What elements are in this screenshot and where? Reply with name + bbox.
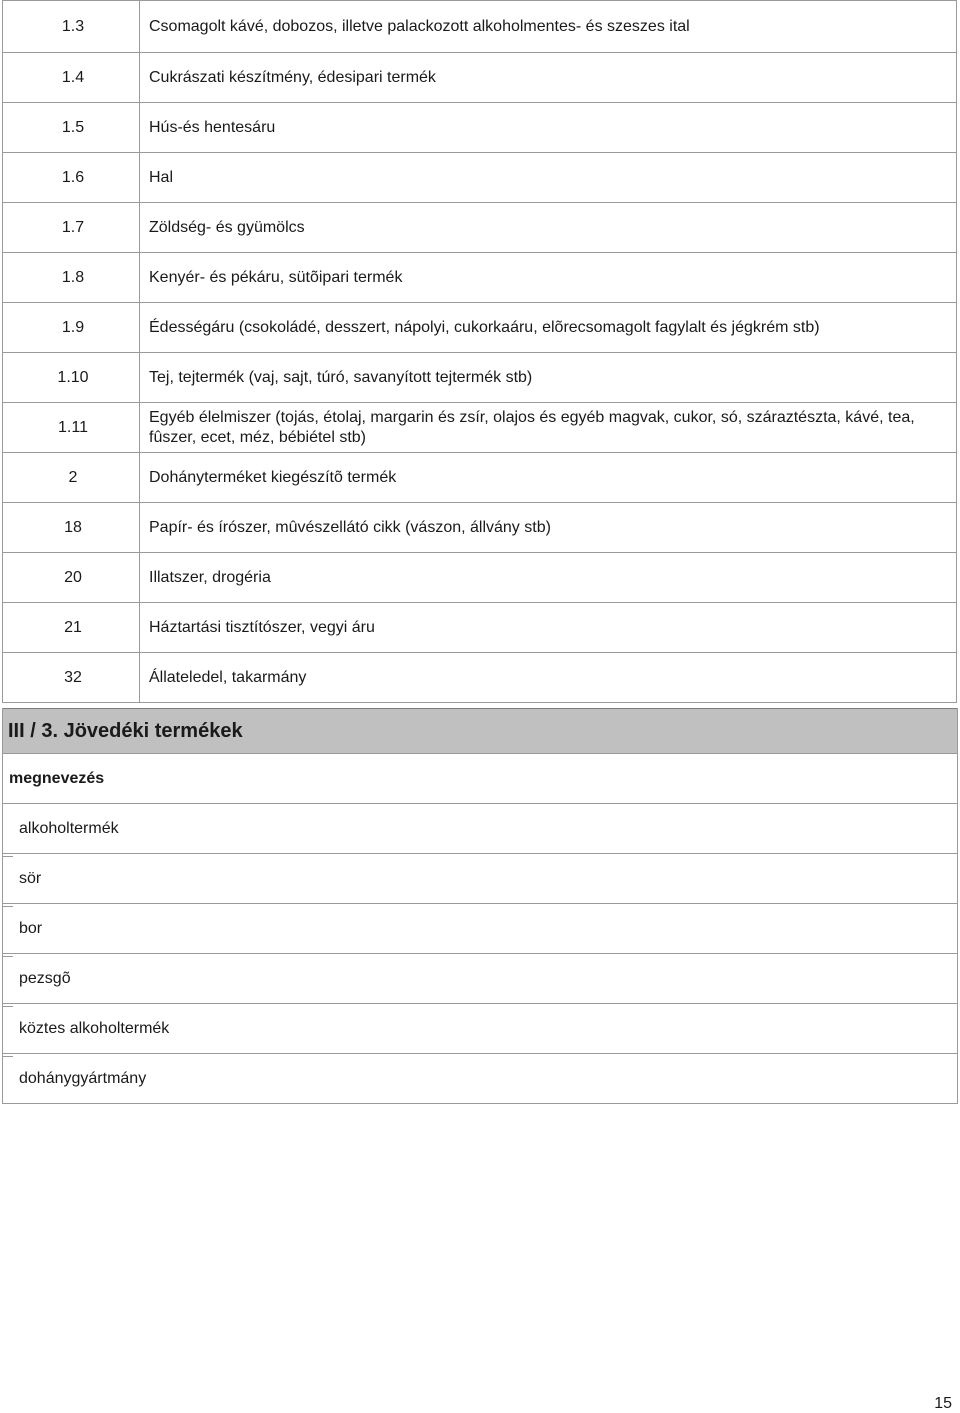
category-number: 1.8	[3, 253, 140, 302]
category-text: Kenyér- és pékáru, sütõipari termék	[149, 268, 403, 286]
table-row	[3, 103, 956, 153]
category-text: Egyéb élelmiszer (tojás, étolaj, margarin és zsír, olajos és egyéb magvak, cukor, só, száraztészta, kávé, tea, fûszer, ecet, méz, bébiétel stb)	[149, 408, 915, 446]
table-row	[3, 553, 956, 603]
table-row	[3, 0, 956, 53]
row-marker	[3, 1006, 13, 1007]
category-text: Háztartási tisztítószer, vegyi áru	[149, 618, 375, 636]
list-item	[3, 804, 957, 854]
category-number: 2	[3, 453, 140, 502]
category-number: 1.11	[3, 403, 140, 452]
category-number: 1.5	[3, 103, 140, 152]
product-category-table	[2, 0, 957, 703]
category-text: Papír- és írószer, mûvészellátó cikk (vászon, állvány stb)	[149, 518, 551, 536]
category-text: Hús-és hentesáru	[149, 118, 276, 136]
category-number: 1.9	[3, 303, 140, 352]
item-label: bor	[19, 919, 43, 937]
category-text: Tej, tejtermék (vaj, sajt, túró, savanyított tejtermék stb)	[149, 368, 533, 386]
category-text: Illatszer, drogéria	[149, 568, 271, 586]
list-item	[3, 1004, 957, 1054]
table-row	[3, 403, 956, 453]
table-row	[3, 153, 956, 203]
category-number: 20	[3, 553, 140, 602]
table-row	[3, 203, 956, 253]
category-number: 1.3	[3, 1, 140, 52]
category-number: 18	[3, 503, 140, 552]
row-marker	[3, 906, 13, 907]
category-text: Zöldség- és gyümölcs	[149, 218, 305, 236]
category-text: Hal	[149, 168, 174, 186]
item-label: alkoholtermék	[19, 819, 119, 837]
table-row	[3, 603, 956, 653]
row-marker	[3, 956, 13, 957]
item-label: köztes alkoholtermék	[19, 1019, 170, 1037]
table-row	[3, 653, 956, 703]
table-row	[3, 353, 956, 403]
category-number: 1.4	[3, 53, 140, 102]
list-item	[3, 1054, 957, 1104]
item-label: sör	[19, 869, 42, 887]
list-item	[3, 904, 957, 954]
row-marker	[3, 1056, 13, 1057]
table-row	[3, 503, 956, 553]
column-header: megnevezés	[3, 754, 957, 804]
page-number: 15	[934, 1395, 952, 1412]
list-item	[3, 954, 957, 1004]
category-text: Csomagolt kávé, dobozos, illetve palackozott alkoholmentes- és szeszes ital	[149, 17, 690, 35]
category-text: Cukrászati készítmény, édesipari termék	[149, 68, 436, 86]
item-label: dohánygyártmány	[19, 1069, 147, 1087]
table-row	[3, 453, 956, 503]
category-text: Édességáru (csokoládé, desszert, nápolyi, cukorkaáru, elõrecsomagolt fagylalt és jégkrém stb)	[149, 318, 820, 336]
section-title: III / 3. Jövedéki termékek	[3, 708, 957, 754]
category-number: 32	[3, 653, 140, 702]
excise-products-section	[2, 708, 958, 1104]
item-label: pezsgõ	[19, 969, 71, 987]
row-marker	[3, 856, 13, 857]
list-item	[3, 854, 957, 904]
category-text: Dohányterméket kiegészítõ termék	[149, 468, 397, 486]
table-row	[3, 53, 956, 103]
table-row	[3, 303, 956, 353]
category-text: Állateledel, takarmány	[149, 668, 307, 686]
category-number: 1.6	[3, 153, 140, 202]
category-number: 21	[3, 603, 140, 652]
category-number: 1.7	[3, 203, 140, 252]
table-row	[3, 253, 956, 303]
category-number: 1.10	[3, 353, 140, 402]
